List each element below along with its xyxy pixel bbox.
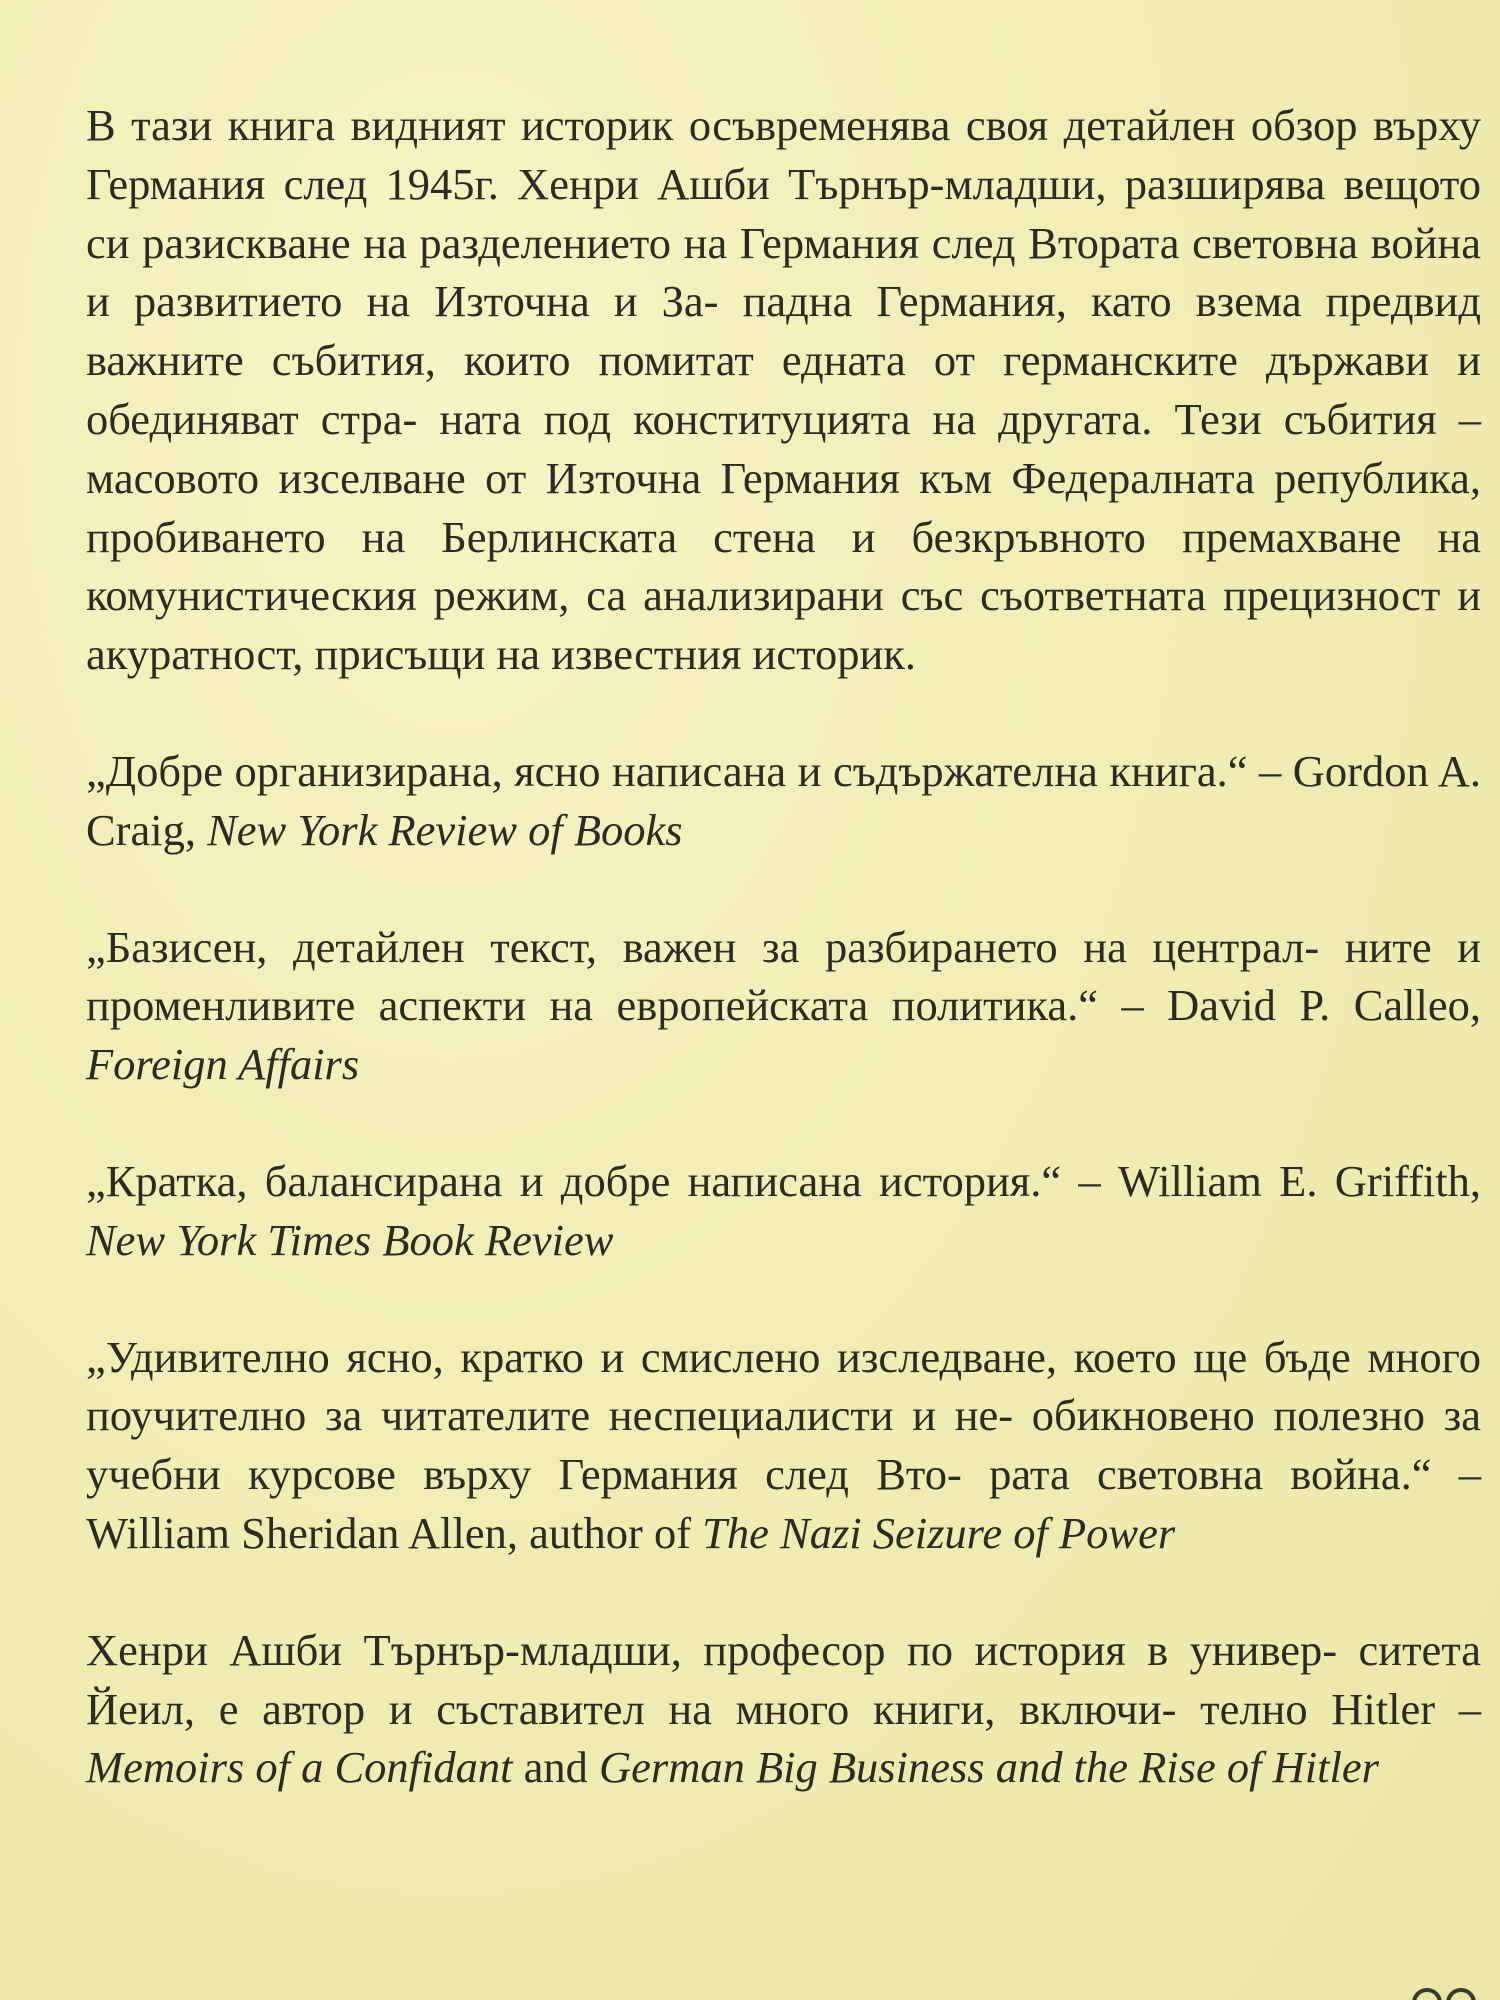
quote-source-title: New York Review of Books <box>207 804 683 855</box>
review-quote-griffith <box>86 1152 1481 1270</box>
description-line: В тази книга видният историк осъвременява своя детайлен <box>86 100 1236 150</box>
bio-book-title: German Big Business and the Rise of Hitler <box>598 1742 1379 1793</box>
review-quote-calleo <box>86 918 1481 1094</box>
description-line: на комунистическия режим, са анализирани със съответната <box>86 511 1482 621</box>
review-quote-craig <box>86 742 1481 860</box>
description-line: ната под конституцията на другата. Тези събития – масовото <box>86 393 1481 503</box>
description-line: прецизност и акуратност, присъщи на известния историк. <box>86 570 1482 680</box>
back-cover-text <box>86 96 1481 1797</box>
description-line: обзор върху Германия след 1945г. Хенри Ашби Търнър-младши, <box>86 100 1482 209</box>
description-line: след Втората световна война и развитието на Източна и За- <box>86 217 1481 327</box>
description-line: изселване от Източна Германия към Федералната република, <box>278 452 1481 503</box>
cropped-page-number-mark <box>1408 1984 1478 2000</box>
bio-connector: and <box>512 1742 599 1793</box>
quote-line: „Удивително ясно, кратко и смислено изследване, което ще <box>86 1331 1248 1382</box>
bio-line: телно Hitler – <box>1200 1683 1481 1734</box>
quote-source-title: New York Times Book Review <box>86 1214 614 1265</box>
author-bio-paragraph <box>86 1621 1481 1797</box>
bio-line: ситета Йеил, е автор и съставител на много книги, включи- <box>86 1624 1482 1734</box>
description-line: помитат едната от германските държави и обединяват стра- <box>86 335 1481 444</box>
description-line: разширява вещото си разискване на разделението на Германия <box>86 158 1481 268</box>
quote-line: ните и променливите аспекти на европейската политика.“ – <box>86 921 1481 1031</box>
description-line: пробиването на Берлинската стена и безкръвното премахване <box>86 511 1402 562</box>
quote-line: обикновено полезно за учебни курсове върху Германия след Вто- <box>86 1390 1482 1500</box>
quote-line: „Добре организирана, ясно написана и съдържателна книга.“ – <box>86 745 1282 796</box>
quote-line: бъде много поучително за читателите неспециалисти и не- <box>86 1331 1482 1441</box>
bio-line: Хенри Ашби Търнър-младши, професор по история в универ- <box>86 1624 1338 1675</box>
quote-line: „Кратка, балансирана и добре написана история.“ – William E. <box>86 1155 1318 1206</box>
quote-source-title: The Nazi Seizure of Power <box>702 1507 1176 1558</box>
bio-book-title: Memoirs of a Confidant <box>86 1742 513 1793</box>
review-quote-allen <box>86 1328 1481 1563</box>
quote-attribution: Griffith, <box>1334 1155 1481 1206</box>
quote-line: „Базисен, детайлен текст, важен за разбирането на централ- <box>86 921 1320 972</box>
quote-attribution: David P. Calleo, <box>1167 980 1481 1031</box>
quote-attribution: Gordon A. Craig, <box>86 745 1482 855</box>
description-line: падна Германия, като взема предвид важните събития, които <box>86 276 1481 386</box>
quote-attribution: рата световна война.“ – William Sheridan Allen, author of <box>86 1449 1482 1558</box>
quote-source-title: Foreign Affairs <box>86 1039 360 1090</box>
book-description-paragraph <box>86 96 1481 684</box>
